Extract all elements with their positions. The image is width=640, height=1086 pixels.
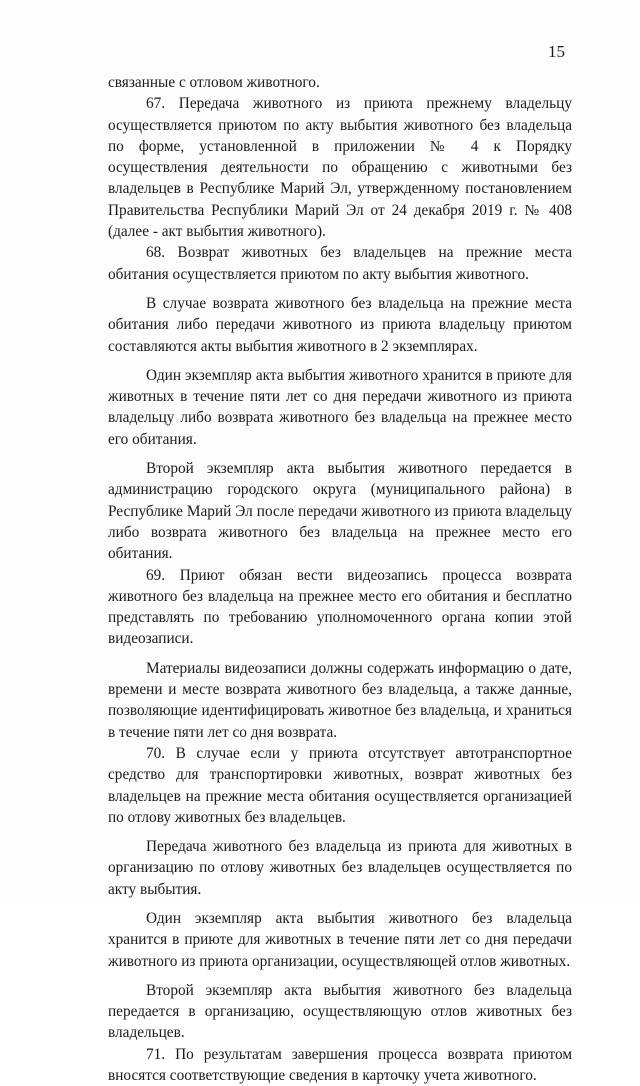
paragraph: 69. Приют обязан вести видеозапись процесса возврата животного без владельца на прежнее место его обитания и бесплатно представлять по требованию уполномоченного органа копии этой видеозаписи. [108,566,572,648]
paragraph: В случае возврата животного без владельца на прежние места обитания либо передачи животного из приюта владельцу приютом составляются акты выбытия животного в 2 экземплярах. [108,294,572,355]
document-body [108,72,572,1086]
paragraph: 68. Возврат животных без владельцев на прежние места обитания осуществляется приютом по акту выбытия животного. [108,244,572,283]
paragraph: Передача животного без владельца из приюта для животных в организацию по отлову животных без владельцев осуществляется по акту выбытия. [108,838,572,898]
paragraph: 70. В случае если у приюта отсутствует автотранспортное средство для транспортировки животных, возврат животных без владельцев на прежние места обитания осуществляется организацией по отлову животных без владельцев. [108,744,572,826]
paragraph: Материалы видеозаписи должны содержать информацию о дате, времени и месте возврата животного без владельца, а также данные, позволяющие идентифицировать животное без владельца, и храниться в течение пяти лет со дня возврата. [108,659,572,741]
paragraph: Второй экземпляр акта выбытия животного передается в администрацию городского округа (муниципального района) в Республике Марий Эл после передачи животного из приюта владельцу либо возврата животного без владельца на прежнее место его обитания. [108,460,572,563]
page-number: 15 [548,42,565,61]
paragraph: связанные с отловом животного. [108,74,320,91]
paragraph: Один экземпляр акта выбытия животного без владельца хранится в приюте для животных в течение пяти лет со дня передачи животного из приюта организации, осуществляющей отлов животных. [108,909,572,970]
paragraph: 67. Передача животного из приюта прежнему владельцу осуществляется приютом по акту выбытия животного без владельца по форме, установленной в приложении № 4 к Порядку осуществления деятельности по обращению с животными без владельцев в Республике Марий Эл, утвержденному постановлением Правительства Республики Марий Эл от 24 декабря 2019 г. № 408 (далее - акт выбытия животного). [108,95,572,241]
paragraph: Второй экземпляр акта выбытия животного без владельца передается в организацию, осуществляющую отлов животных без владельцев. [108,981,572,1042]
paragraph: 71. По результатам завершения процесса возврата приютом вносятся соответствующие сведения в карточку учета животного. [108,1045,572,1085]
paragraph: Один экземпляр акта выбытия животного хранится в приюте для животных в течение пяти лет со дня передачи животного из приюта владельцу либо возврата животного без владельца на прежнее место его обитания. [108,366,572,448]
